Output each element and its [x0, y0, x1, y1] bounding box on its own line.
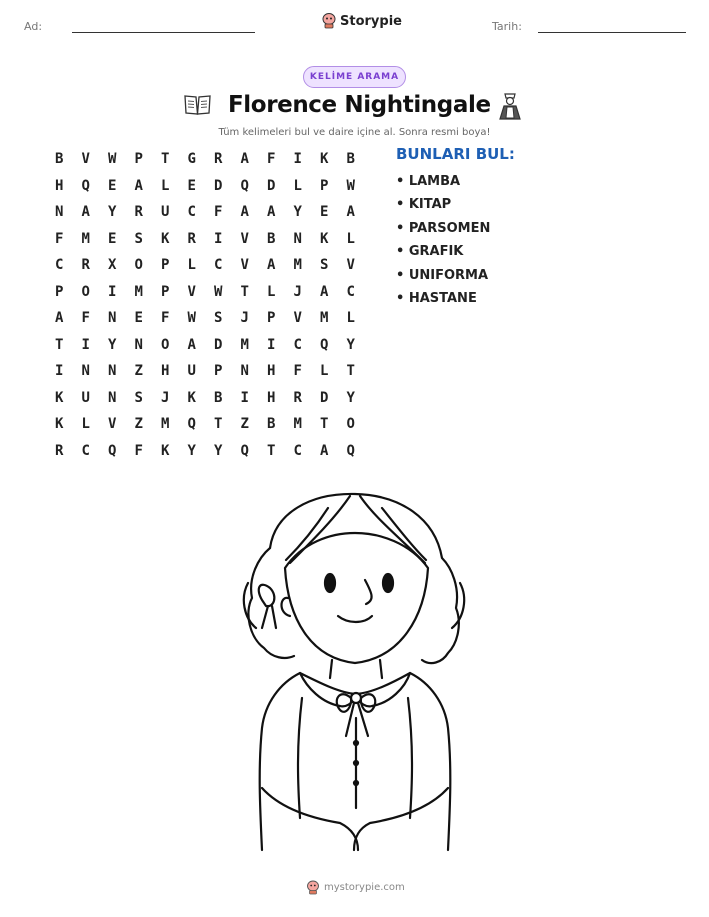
grid-cell[interactable]: T — [320, 416, 329, 433]
grid-cell[interactable]: S — [320, 257, 329, 274]
grid-cell[interactable]: N — [108, 363, 117, 380]
footer — [306, 880, 405, 895]
grid-cell[interactable]: H — [267, 363, 276, 380]
word-list-title: BUNLARI BUL: — [396, 145, 515, 163]
grid-cell[interactable]: R — [134, 204, 143, 221]
grid-cell[interactable]: Z — [134, 416, 143, 433]
grid-cell[interactable]: E — [320, 204, 329, 221]
grid-cell[interactable]: A — [55, 310, 64, 327]
grid-cell[interactable]: F — [161, 310, 170, 327]
grid-cell[interactable]: Y — [346, 336, 355, 353]
grid-cell[interactable]: R — [81, 257, 90, 274]
grid-cell[interactable]: E — [108, 230, 117, 247]
grid-cell[interactable]: Y — [346, 389, 355, 406]
grid-cell[interactable]: S — [214, 310, 223, 327]
grid-cell[interactable]: P — [214, 363, 223, 380]
grid-cell[interactable]: N — [134, 336, 143, 353]
nurse-icon — [498, 91, 522, 121]
grid-cell[interactable]: O — [81, 283, 90, 300]
grid-cell[interactable]: T — [240, 283, 249, 300]
grid-cell[interactable]: R — [187, 230, 196, 247]
grid-cell[interactable]: F — [267, 151, 276, 168]
date-line[interactable] — [538, 32, 686, 33]
florence-nightingale-illustration — [230, 488, 478, 854]
grid-cell[interactable]: J — [240, 310, 249, 327]
grid-cell[interactable]: D — [267, 177, 276, 194]
grid-cell[interactable]: S — [134, 389, 143, 406]
grid-cell[interactable]: P — [134, 151, 143, 168]
grid-cell[interactable]: K — [161, 442, 170, 459]
grid-cell[interactable]: B — [346, 151, 355, 168]
grid-cell[interactable]: M — [240, 336, 249, 353]
grid-cell[interactable]: L — [81, 416, 90, 433]
grid-cell[interactable]: W — [187, 310, 196, 327]
grid-cell[interactable]: Y — [214, 442, 223, 459]
grid-cell[interactable]: P — [161, 257, 170, 274]
grid-cell[interactable]: K — [320, 230, 329, 247]
grid-cell[interactable]: Q — [320, 336, 329, 353]
grid-cell[interactable]: N — [81, 363, 90, 380]
grid-cell[interactable]: E — [187, 177, 196, 194]
grid-cell[interactable]: U — [161, 204, 170, 221]
grid-cell[interactable]: W — [346, 177, 355, 194]
grid-cell[interactable]: R — [214, 151, 223, 168]
grid-cell[interactable]: S — [134, 230, 143, 247]
grid-cell[interactable]: R — [293, 389, 302, 406]
grid-cell[interactable]: A — [346, 204, 355, 221]
grid-cell[interactable]: U — [187, 363, 196, 380]
grid-cell[interactable]: E — [108, 177, 117, 194]
word-list-item: • GRAFIK — [396, 244, 464, 260]
date-label: Tarih: — [492, 20, 522, 33]
word-list-item: • LAMBA — [396, 174, 461, 189]
page-title: Florence Nightingale — [228, 92, 491, 118]
grid-cell[interactable]: Y — [108, 336, 117, 353]
grid-cell[interactable]: D — [214, 177, 223, 194]
grid-cell[interactable]: M — [161, 416, 170, 433]
grid-cell[interactable]: G — [187, 151, 196, 168]
grid-cell[interactable]: C — [293, 336, 302, 353]
grid-cell[interactable]: F — [55, 230, 64, 247]
grid-cell[interactable]: C — [187, 204, 196, 221]
category-badge: KELİME ARAMA — [303, 66, 406, 88]
grid-cell[interactable]: Q — [240, 442, 249, 459]
grid-cell[interactable]: Z — [240, 416, 249, 433]
grid-cell[interactable]: L — [187, 257, 196, 274]
grid-cell[interactable]: V — [108, 416, 117, 433]
word-list-item: • HASTANE — [396, 290, 477, 306]
brand-name: Storypie — [340, 13, 402, 29]
name-label: Ad: — [24, 20, 43, 33]
grid-cell[interactable]: C — [81, 442, 90, 459]
grid-cell[interactable]: T — [55, 336, 64, 353]
grid-cell[interactable]: T — [346, 363, 355, 380]
grid-cell[interactable]: J — [161, 389, 170, 406]
grid-cell[interactable]: B — [55, 151, 64, 168]
grid-cell[interactable]: A — [267, 204, 276, 221]
grid-cell[interactable]: C — [214, 257, 223, 274]
grid-cell[interactable]: V — [187, 283, 196, 300]
grid-cell[interactable]: I — [293, 151, 302, 168]
grid-cell[interactable]: T — [214, 416, 223, 433]
grid-cell[interactable]: I — [267, 336, 276, 353]
grid-cell[interactable]: P — [161, 283, 170, 300]
grid-cell[interactable]: A — [267, 257, 276, 274]
grid-cell[interactable]: F — [293, 363, 302, 380]
grid-cell[interactable]: V — [293, 310, 302, 327]
storypie-mascot-icon — [306, 880, 320, 895]
grid-cell[interactable]: L — [293, 177, 302, 194]
grid-cell[interactable]: N — [240, 363, 249, 380]
grid-cell[interactable]: Q — [240, 177, 249, 194]
grid-cell[interactable]: D — [320, 389, 329, 406]
grid-cell[interactable]: Q — [108, 442, 117, 459]
grid-cell[interactable]: K — [55, 416, 64, 433]
grid-cell[interactable]: A — [81, 204, 90, 221]
grid-cell[interactable]: P — [55, 283, 64, 300]
grid-cell[interactable]: L — [161, 177, 170, 194]
grid-cell[interactable]: M — [81, 230, 90, 247]
grid-cell[interactable]: K — [161, 230, 170, 247]
grid-cell[interactable]: X — [108, 257, 117, 274]
word-list — [396, 170, 490, 310]
grid-cell[interactable]: Y — [293, 204, 302, 221]
grid-cell[interactable]: F — [214, 204, 223, 221]
grid-cell[interactable]: N — [108, 389, 117, 406]
grid-cell[interactable]: M — [293, 257, 302, 274]
grid-cell[interactable]: L — [267, 283, 276, 300]
grid-cell[interactable]: K — [55, 389, 64, 406]
grid-cell[interactable]: W — [214, 283, 223, 300]
grid-cell[interactable]: L — [346, 310, 355, 327]
brand-logo — [322, 13, 402, 29]
grid-cell[interactable]: U — [81, 389, 90, 406]
word-list-item: • PARSOMEN — [396, 220, 491, 236]
grid-cell[interactable]: T — [161, 151, 170, 168]
grid-cell[interactable]: A — [240, 204, 249, 221]
storypie-mascot-icon — [322, 13, 336, 29]
grid-cell[interactable]: F — [81, 310, 90, 327]
grid-cell[interactable]: M — [320, 310, 329, 327]
grid-cell[interactable]: T — [267, 442, 276, 459]
grid-cell[interactable]: N — [108, 310, 117, 327]
grid-cell[interactable]: D — [214, 336, 223, 353]
name-line[interactable] — [72, 32, 255, 33]
instructions: Tüm kelimeleri bul ve daire içine al. Sonra resmi boya! — [218, 127, 491, 138]
grid-cell[interactable]: E — [134, 310, 143, 327]
grid-cell[interactable]: I — [214, 230, 223, 247]
grid-cell[interactable]: Z — [134, 363, 143, 380]
grid-cell[interactable]: L — [320, 363, 329, 380]
grid-cell[interactable]: H — [55, 177, 64, 194]
grid-cell[interactable]: O — [346, 416, 355, 433]
grid-cell[interactable]: Y — [108, 204, 117, 221]
grid-cell[interactable]: H — [161, 363, 170, 380]
grid-cell[interactable]: Q — [81, 177, 90, 194]
grid-cell[interactable]: V — [346, 257, 355, 274]
grid-cell[interactable]: N — [55, 204, 64, 221]
grid-cell[interactable]: J — [293, 283, 302, 300]
grid-cell[interactable]: O — [161, 336, 170, 353]
grid-cell[interactable]: Y — [187, 442, 196, 459]
grid-cell[interactable]: A — [320, 283, 329, 300]
grid-cell[interactable]: W — [108, 151, 117, 168]
grid-cell[interactable]: A — [134, 177, 143, 194]
word-list-item: • KITAP — [396, 197, 452, 213]
grid-cell[interactable]: H — [267, 389, 276, 406]
grid-cell[interactable]: B — [214, 389, 223, 406]
grid-cell[interactable]: V — [81, 151, 90, 168]
grid-cell[interactable]: P — [320, 177, 329, 194]
grid-cell[interactable]: C — [346, 283, 355, 300]
grid-cell[interactable]: Q — [346, 442, 355, 459]
grid-cell[interactable]: P — [267, 310, 276, 327]
grid-cell[interactable]: B — [267, 230, 276, 247]
grid-cell[interactable]: M — [134, 283, 143, 300]
grid-cell[interactable]: A — [320, 442, 329, 459]
grid-cell[interactable]: L — [346, 230, 355, 247]
grid-cell[interactable]: M — [293, 416, 302, 433]
grid-cell[interactable]: V — [240, 257, 249, 274]
grid-cell[interactable]: I — [55, 363, 64, 380]
grid-cell[interactable]: A — [187, 336, 196, 353]
grid-cell[interactable]: A — [240, 151, 249, 168]
grid-cell[interactable]: K — [320, 151, 329, 168]
grid-cell[interactable]: Q — [187, 416, 196, 433]
open-book-icon — [183, 93, 212, 117]
grid-cell[interactable]: K — [187, 389, 196, 406]
word-search-grid — [46, 146, 364, 464]
grid-cell[interactable]: R — [55, 442, 64, 459]
grid-cell[interactable]: C — [293, 442, 302, 459]
grid-cell[interactable]: I — [240, 389, 249, 406]
grid-cell[interactable]: O — [134, 257, 143, 274]
footer-url[interactable]: mystorypie.com — [324, 882, 405, 893]
word-list-item: • UNIFORMA — [396, 267, 489, 283]
grid-cell[interactable]: N — [293, 230, 302, 247]
grid-cell[interactable]: B — [267, 416, 276, 433]
grid-cell[interactable]: V — [240, 230, 249, 247]
grid-cell[interactable]: C — [55, 257, 64, 274]
grid-cell[interactable]: I — [81, 336, 90, 353]
grid-cell[interactable]: I — [108, 283, 117, 300]
grid-cell[interactable]: F — [134, 442, 143, 459]
